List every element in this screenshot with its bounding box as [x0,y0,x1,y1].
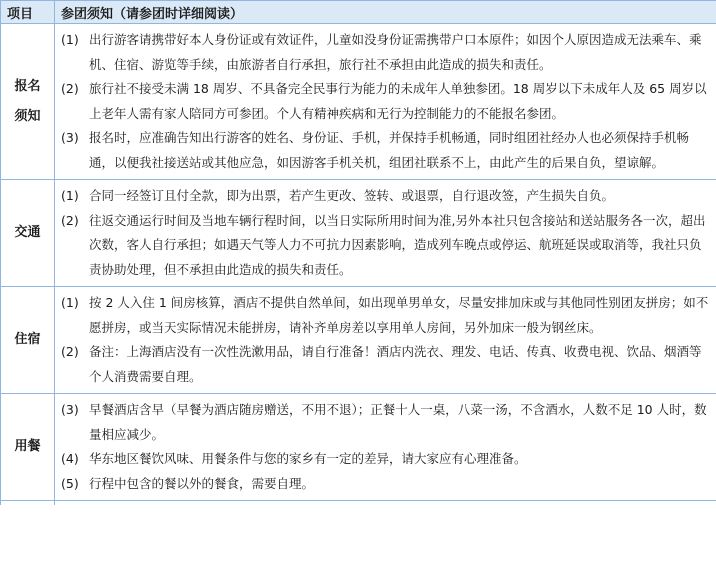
item-text: 按 2 人入住 1 间房核算，酒店不提供自然单间，如出现单男单女，尽量安排加床或与其他同性别团友拼房；如不愿拼房，或当天实际情况未能拼房，请补齐单房差以享用单人房间，另外加床一般为钢丝床。 [89,295,709,335]
section-row-registration [1,24,716,180]
section-row-dining [1,394,716,501]
item-number: (2) [61,344,79,359]
item-text: 出行游客请携带好本人身份证或有效证件，儿童如没身份证需携带户口本原件；如因个人原因造成无法乘车、乘机、住宿、游览等手续，由旅游者自行承担，旅行社不承担由此造成的损失和责任。 [89,32,702,72]
item-number: (5) [61,475,79,491]
section-row-transport [1,180,716,287]
item-text: 华东地区餐饮风味、用餐条件与您的家乡有一定的差异，请大家应有心理准备。 [89,451,527,466]
list-item [61,209,712,283]
header-item: 项目 [1,1,55,24]
item-number: (1) [61,32,79,47]
item-text: 旅行社不接受未满 18 周岁、不具备完全民事行为能力的未成年人单独参团。18 周岁以下未成年人及 65 周岁以上老年人需有家人陪同方可参团。个人有精神疾病和无行为控制能力的不能报名参团。 [89,81,707,121]
item-text: 行程中包含的餐以外的餐食，需要自理。 [89,475,315,491]
content-cell [55,180,716,287]
item-number: (1) [61,188,79,203]
table-row [1,501,716,506]
content-cell [55,287,716,394]
category-cell [1,287,55,394]
item-text: 报名时，应准确告知出行游客的姓名、身份证、手机，并保持手机畅通，同时组团社经办人也必须保持手机畅通，以便我社接送站或其他应急，如因游客手机关机，组团社联系不上，由此产生的后果自负，望谅解。 [89,130,690,170]
item-number: (1) [61,295,79,310]
list-item [61,398,712,447]
list-item [61,340,712,389]
content-cell [55,394,716,501]
category-label: 交通 [14,225,41,240]
item-number: (3) [61,402,79,417]
header-row [1,1,716,24]
category-label: 用餐 [14,439,41,454]
list-item [61,126,712,175]
category-cell [1,24,55,180]
list-item [61,291,712,340]
list-item [61,77,712,126]
list-item [61,472,712,497]
item-text: 往返交通运行时间及当地车辆行程时间，以当日实际所用时间为准,另外本社只包含接站和送站服务各一次，超出次数，客人自行承担；如遇天气等人力不可抗力因素影响，造成列车晚点或停运、航班延误或取消等，我社只负责协助处理，但不承担由此造成的损失和责任。 [89,212,706,277]
category-label: 报名 须知 [14,78,41,124]
list-item [61,447,712,472]
table-body [1,24,716,506]
category-cell [1,394,55,501]
item-number: (3) [61,130,79,145]
empty-cell [1,501,55,506]
item-number: (4) [61,451,79,466]
category-cell [1,180,55,287]
header-notice: 参团须知（请参团时详细阅读） [55,1,716,24]
list-item [61,184,712,209]
item-text: 合同一经签订且付全款，即为出票，若产生更改、签转、或退票，自行退改签，产生损失自负。 [89,188,615,203]
list-item [61,28,712,77]
section-row-accommodation [1,287,716,394]
item-text: 早餐酒店含早（早餐为酒店随房赠送，不用不退）；正餐十人一桌，八菜一汤，不含酒水，人数不足 10 人时，数量相应减少。 [89,402,707,442]
item-text: 备注：上海酒店没有一次性洗漱用品，请自行准备！酒店内洗衣、理发、电话、传真、收费电视、饮品、烟酒等个人消费需要自理。 [89,344,702,384]
category-label: 住宿 [14,332,41,347]
content-cell [55,24,716,180]
empty-cell [55,501,716,506]
item-number: (2) [61,81,79,96]
item-number: (2) [61,212,79,228]
